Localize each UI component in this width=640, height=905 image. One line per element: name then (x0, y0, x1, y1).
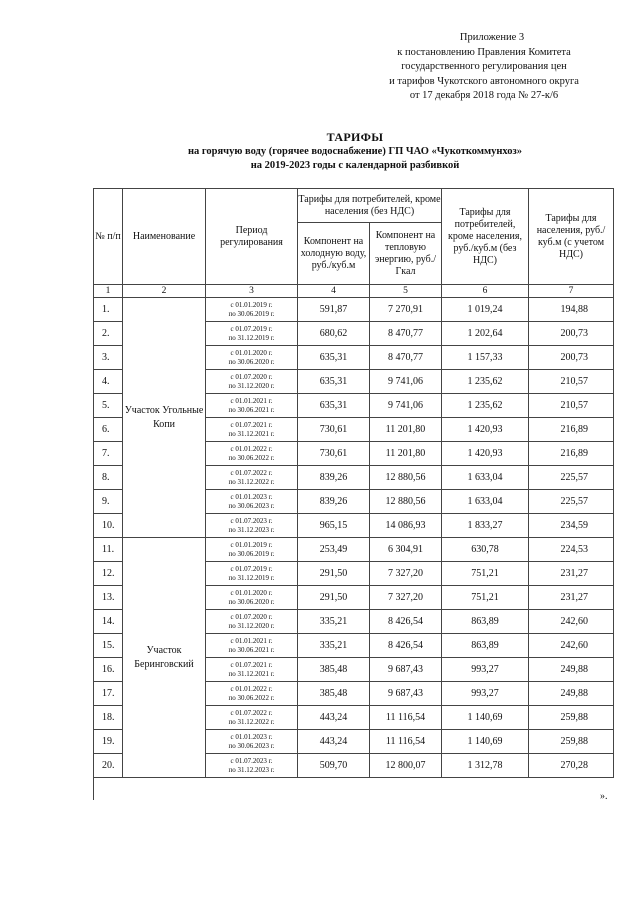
period-to: по 30.06.2019 г. (228, 549, 275, 558)
period-cell (206, 322, 298, 346)
cold-water-value: 839,26 (298, 490, 370, 514)
period-to: по 30.06.2022 г. (228, 693, 275, 702)
period-from: с 01.01.2022 г. (230, 444, 273, 453)
row-number: 11. (94, 538, 123, 562)
heat-energy-value: 6 304,91 (370, 538, 442, 562)
period-from: с 01.01.2019 г. (230, 300, 273, 309)
footer-cell (94, 778, 123, 801)
population-tariff-value: 194,88 (529, 298, 614, 322)
consumer-tariff-value: 1 157,33 (442, 346, 529, 370)
consumer-tariff-value: 1 633,04 (442, 490, 529, 514)
header-group: Тарифы для потребителей, кроме населения (без НДС) (298, 189, 442, 223)
population-tariff-value: 200,73 (529, 346, 614, 370)
population-tariff-value: 200,73 (529, 322, 614, 346)
heat-energy-value: 9 687,43 (370, 658, 442, 682)
row-number: 4. (94, 370, 123, 394)
cold-water-value: 635,31 (298, 346, 370, 370)
row-number: 16. (94, 658, 123, 682)
col-number: 5 (370, 285, 442, 298)
cold-water-value: 385,48 (298, 682, 370, 706)
period-from: с 01.07.2023 г. (230, 756, 273, 765)
cold-water-value: 291,50 (298, 562, 370, 586)
footer-cell (123, 778, 614, 801)
period-from: с 01.01.2023 г. (230, 732, 273, 741)
period-cell (206, 706, 298, 730)
cold-water-value: 730,61 (298, 418, 370, 442)
cold-water-value: 965,15 (298, 514, 370, 538)
period-cell (206, 298, 298, 322)
cold-water-value: 635,31 (298, 370, 370, 394)
appendix-line: и тарифов Чукотского автономного округа (389, 75, 579, 87)
population-tariff-value: 234,59 (529, 514, 614, 538)
col-number: 3 (206, 285, 298, 298)
period-to: по 31.12.2021 г. (228, 669, 275, 678)
period-to: по 30.06.2021 г. (228, 405, 275, 414)
period-from: с 01.01.2023 г. (230, 492, 273, 501)
heat-energy-value: 11 116,54 (370, 706, 442, 730)
period-to: по 31.12.2019 г. (228, 573, 275, 582)
population-tariff-value: 225,57 (529, 490, 614, 514)
heat-energy-value: 8 470,77 (370, 322, 442, 346)
table-row (94, 298, 614, 322)
table-row (94, 538, 614, 562)
population-tariff-value: 242,60 (529, 610, 614, 634)
consumer-tariff-value: 751,21 (442, 562, 529, 586)
consumer-tariff-value: 1 420,93 (442, 418, 529, 442)
title-main: ТАРИФЫ (326, 130, 384, 144)
period-from: с 01.01.2020 г. (230, 588, 273, 597)
heat-energy-value: 7 327,20 (370, 562, 442, 586)
title-subject: на горячую воду (горячее водоснабжение) ГП ЧАО «Чукоткоммунхоз» (187, 146, 523, 157)
document-title (95, 129, 615, 172)
row-number: 17. (94, 682, 123, 706)
cold-water-value: 730,61 (298, 442, 370, 466)
period-to: по 31.12.2021 г. (228, 429, 275, 438)
col-number: 2 (123, 285, 206, 298)
row-number: 13. (94, 586, 123, 610)
period-from: с 01.07.2021 г. (230, 660, 273, 669)
appendix-line: от 17 декабря 2018 года № 27-к/6 (409, 90, 559, 101)
period-to: по 30.06.2023 г. (228, 741, 275, 750)
period-from: с 01.07.2019 г. (230, 564, 273, 573)
consumer-tariff-value: 1 235,62 (442, 394, 529, 418)
title-period: на 2019-2023 годы с календарной разбивкой (250, 159, 460, 171)
period-cell (206, 658, 298, 682)
period-cell (206, 442, 298, 466)
period-cell (206, 634, 298, 658)
population-tariff-value: 231,27 (529, 586, 614, 610)
header-population: Тарифы для населения, руб./куб.м (с учетом НДС) (529, 189, 614, 285)
row-number: 20. (94, 754, 123, 778)
period-to: по 30.06.2020 г. (228, 357, 275, 366)
period-cell (206, 418, 298, 442)
population-tariff-value: 259,88 (529, 730, 614, 754)
consumer-tariff-value: 993,27 (442, 658, 529, 682)
header-period: Период регулирования (206, 189, 298, 285)
period-to: по 31.12.2019 г. (228, 333, 275, 342)
period-cell (206, 586, 298, 610)
consumer-tariff-value: 1 235,62 (442, 370, 529, 394)
cold-water-value: 443,24 (298, 706, 370, 730)
cold-water-value: 591,87 (298, 298, 370, 322)
col-number: 6 (442, 285, 529, 298)
cold-water-value: 635,31 (298, 394, 370, 418)
header-num: № п/п (94, 189, 123, 285)
appendix-line: к постановлению Правления Комитета (397, 46, 571, 58)
period-to: по 31.12.2022 г. (228, 477, 275, 486)
consumer-tariff-value: 751,21 (442, 586, 529, 610)
cold-water-value: 291,50 (298, 586, 370, 610)
consumer-tariff-value: 1 202,64 (442, 322, 529, 346)
consumer-tariff-value: 1 312,78 (442, 754, 529, 778)
period-from: с 01.07.2022 г. (230, 708, 273, 717)
period-to: по 31.12.2022 г. (228, 717, 275, 726)
consumer-tariff-value: 1 833,27 (442, 514, 529, 538)
row-number: 1. (94, 298, 123, 322)
period-cell (206, 682, 298, 706)
period-from: с 01.07.2020 г. (230, 372, 273, 381)
row-number: 5. (94, 394, 123, 418)
row-number: 14. (94, 610, 123, 634)
population-tariff-value: 249,88 (529, 658, 614, 682)
row-number: 19. (94, 730, 123, 754)
cold-water-value: 680,62 (298, 322, 370, 346)
population-tariff-value: 210,57 (529, 370, 614, 394)
cold-water-value: 335,21 (298, 634, 370, 658)
consumer-tariff-value: 993,27 (442, 682, 529, 706)
period-to: по 31.12.2020 г. (228, 621, 275, 630)
row-number: 10. (94, 514, 123, 538)
population-tariff-value: 231,27 (529, 562, 614, 586)
closing-quote: ». (600, 791, 608, 802)
period-to: по 30.06.2021 г. (228, 645, 275, 654)
heat-energy-value: 9 741,06 (370, 394, 442, 418)
row-number: 12. (94, 562, 123, 586)
consumer-tariff-value: 1 420,93 (442, 442, 529, 466)
tariff-table (93, 188, 614, 800)
consumer-tariff-value: 1 140,69 (442, 730, 529, 754)
period-from: с 01.07.2019 г. (230, 324, 273, 333)
population-tariff-value: 249,88 (529, 682, 614, 706)
heat-energy-value: 7 270,91 (370, 298, 442, 322)
period-cell (206, 466, 298, 490)
heat-energy-value: 12 800,07 (370, 754, 442, 778)
period-cell (206, 514, 298, 538)
row-number: 18. (94, 706, 123, 730)
heat-energy-value: 11 116,54 (370, 730, 442, 754)
period-to: по 30.06.2019 г. (228, 309, 275, 318)
heat-energy-value: 9 741,06 (370, 370, 442, 394)
row-number: 8. (94, 466, 123, 490)
population-tariff-value: 225,57 (529, 466, 614, 490)
appendix-line: Приложение 3 (459, 32, 525, 43)
table-footer-row (94, 778, 614, 801)
heat-energy-value: 14 086,93 (370, 514, 442, 538)
row-number: 15. (94, 634, 123, 658)
consumer-tariff-value: 1 140,69 (442, 706, 529, 730)
cold-water-value: 253,49 (298, 538, 370, 562)
appendix-line: государственного регулирования цен (401, 61, 567, 72)
period-cell (206, 346, 298, 370)
consumer-tariff-value: 1 633,04 (442, 466, 529, 490)
cold-water-value: 385,48 (298, 658, 370, 682)
period-cell (206, 754, 298, 778)
col-number: 4 (298, 285, 370, 298)
row-number: 2. (94, 322, 123, 346)
row-number: 6. (94, 418, 123, 442)
period-cell (206, 370, 298, 394)
period-from: с 01.07.2021 г. (230, 420, 273, 429)
cold-water-value: 509,70 (298, 754, 370, 778)
period-to: по 30.06.2022 г. (228, 453, 275, 462)
period-to: по 30.06.2023 г. (228, 501, 275, 510)
period-cell (206, 610, 298, 634)
period-to: по 31.12.2023 г. (228, 765, 275, 774)
header-name: Наименование (123, 189, 206, 285)
heat-energy-value: 12 880,56 (370, 466, 442, 490)
population-tariff-value: 242,60 (529, 634, 614, 658)
period-cell (206, 538, 298, 562)
heat-energy-value: 11 201,80 (370, 418, 442, 442)
heat-energy-value: 12 880,56 (370, 490, 442, 514)
heat-energy-value: 8 426,54 (370, 610, 442, 634)
row-number: 7. (94, 442, 123, 466)
population-tariff-value: 224,53 (529, 538, 614, 562)
appendix-block (300, 31, 640, 104)
population-tariff-value: 270,28 (529, 754, 614, 778)
period-to: по 31.12.2020 г. (228, 381, 275, 390)
heat-energy-value: 7 327,20 (370, 586, 442, 610)
population-tariff-value: 210,57 (529, 394, 614, 418)
row-number: 9. (94, 490, 123, 514)
consumer-tariff-value: 630,78 (442, 538, 529, 562)
heat-energy-value: 11 201,80 (370, 442, 442, 466)
cold-water-value: 443,24 (298, 730, 370, 754)
period-from: с 01.01.2020 г. (230, 348, 273, 357)
period-from: с 01.01.2022 г. (230, 684, 273, 693)
period-cell (206, 730, 298, 754)
population-tariff-value: 216,89 (529, 442, 614, 466)
consumer-tariff-value: 1 019,24 (442, 298, 529, 322)
period-from: с 01.07.2020 г. (230, 612, 273, 621)
period-from: с 01.01.2019 г. (230, 540, 273, 549)
header-cold: Компонент на холодную воду, руб./куб.м (298, 223, 370, 285)
col-number: 7 (529, 285, 614, 298)
period-from: с 01.07.2022 г. (230, 468, 273, 477)
cold-water-value: 839,26 (298, 466, 370, 490)
period-from: с 01.01.2021 г. (230, 636, 273, 645)
section-name: Участок Беринговский (123, 538, 206, 778)
section-name: Участок Угольные Копи (123, 298, 206, 538)
period-from: с 01.01.2021 г. (230, 396, 273, 405)
cold-water-value: 335,21 (298, 610, 370, 634)
period-to: по 31.12.2023 г. (228, 525, 275, 534)
period-from: с 01.07.2023 г. (230, 516, 273, 525)
population-tariff-value: 216,89 (529, 418, 614, 442)
period-cell (206, 562, 298, 586)
header-heat: Компонент на тепловую энергию, руб./Гкал (370, 223, 442, 285)
period-to: по 30.06.2020 г. (228, 597, 275, 606)
consumer-tariff-value: 863,89 (442, 610, 529, 634)
heat-energy-value: 8 470,77 (370, 346, 442, 370)
heat-energy-value: 9 687,43 (370, 682, 442, 706)
period-cell (206, 394, 298, 418)
heat-energy-value: 8 426,54 (370, 634, 442, 658)
population-tariff-value: 259,88 (529, 706, 614, 730)
period-cell (206, 490, 298, 514)
col-number: 1 (94, 285, 123, 298)
consumer-tariff-value: 863,89 (442, 634, 529, 658)
header-consumers: Тарифы для потребителей, кроме населения, руб./куб.м (без НДС) (442, 189, 529, 285)
row-number: 3. (94, 346, 123, 370)
